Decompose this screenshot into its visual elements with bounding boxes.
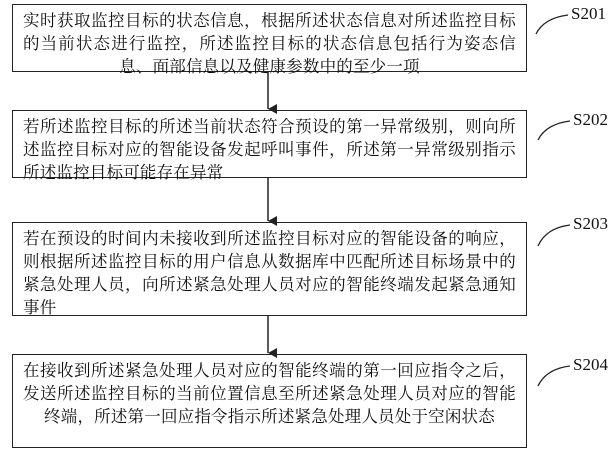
- step-label-s201: S201: [571, 4, 606, 23]
- step-label-s204: S204: [573, 355, 608, 374]
- leader-line-s202: [538, 121, 570, 140]
- step-text-s203: 若在预设的时间内未接收到所述监控目标对应的智能设备的响应，则根据所述监控目标的用户信息从数据库中匹配所述目标场景中的紧急处理人员，向所述紧急处理人员对应的智能终端发起紧急通知事件: [23, 229, 516, 317]
- leader-line-s204: [538, 366, 570, 386]
- step-label-s202: S202: [573, 110, 608, 129]
- leader-line-s203: [538, 225, 570, 246]
- step-label-s203: S203: [573, 214, 608, 233]
- step-text-s202: 若所述监控目标的所述当前状态符合预设的第一异常级别，则向所述监控目标对应的智能设备发起呼叫事件，所述第一异常级别指示所述监控目标可能存在异常: [23, 117, 516, 182]
- step-text-s201: 实时获取监控目标的状态信息，根据所述状态信息对所述监控目标的当前状态进行监控，所述监控目标的状态信息包括行为姿态信息、面部信息以及健康参数中的至少一项: [23, 11, 516, 76]
- leader-line-s201: [536, 15, 568, 34]
- step-text-s204: 在接收到所述紧急处理人员对应的智能终端的第一回应指令之后，发送所述监控目标的当前位置信息至所述紧急处理人员对应的智能终端，所述第一回应指令指示所述紧急处理人员处于空闲状态: [23, 361, 516, 426]
